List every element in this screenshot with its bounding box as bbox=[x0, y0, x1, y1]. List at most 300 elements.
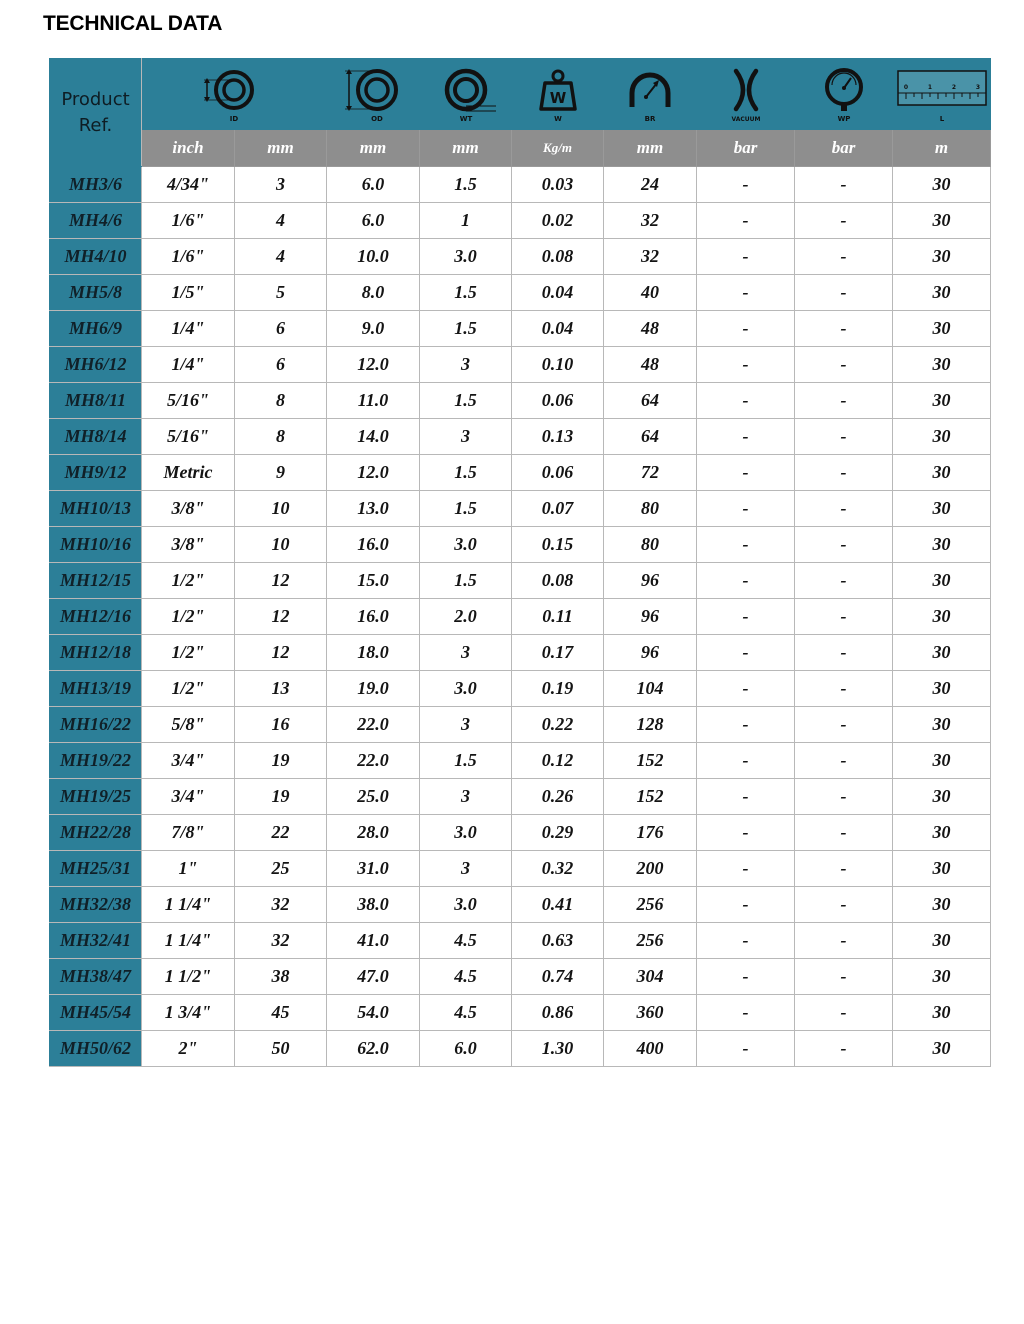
bend-radius-cell: 400 bbox=[604, 1031, 697, 1067]
wt-mm-cell: 2.0 bbox=[420, 599, 512, 635]
od-mm-cell: 12.0 bbox=[327, 455, 420, 491]
vacuum-cell: - bbox=[697, 239, 795, 275]
product-ref-cell: MH8/14 bbox=[50, 419, 142, 455]
weight-cell: 0.06 bbox=[512, 383, 604, 419]
id-mm-cell: 12 bbox=[235, 563, 327, 599]
unit-br-mm: mm bbox=[604, 130, 697, 167]
bend-radius-header bbox=[604, 59, 697, 130]
weight-cell: 0.29 bbox=[512, 815, 604, 851]
weight-cell: 0.86 bbox=[512, 995, 604, 1031]
working-pressure-cell: - bbox=[795, 563, 893, 599]
bend-radius-cell: 32 bbox=[604, 203, 697, 239]
product-ref-cell: MH25/31 bbox=[50, 851, 142, 887]
inner-diameter-icon bbox=[194, 63, 274, 125]
weight-header bbox=[512, 59, 604, 130]
vacuum-cell: - bbox=[697, 527, 795, 563]
table-row bbox=[50, 563, 991, 599]
vacuum-cell: - bbox=[697, 887, 795, 923]
length-cell: 30 bbox=[893, 275, 991, 311]
vacuum-cell: - bbox=[697, 455, 795, 491]
working-pressure-cell: - bbox=[795, 995, 893, 1031]
length-cell: 30 bbox=[893, 1031, 991, 1067]
od-mm-cell: 11.0 bbox=[327, 383, 420, 419]
unit-header-row bbox=[50, 130, 991, 167]
table-row bbox=[50, 815, 991, 851]
bend-radius-cell: 48 bbox=[604, 347, 697, 383]
bend-radius-cell: 152 bbox=[604, 743, 697, 779]
working-pressure-cell: - bbox=[795, 635, 893, 671]
bend-radius-cell: 72 bbox=[604, 455, 697, 491]
product-ref-cell: MH12/16 bbox=[50, 599, 142, 635]
product-ref-cell: MH50/62 bbox=[50, 1031, 142, 1067]
od-mm-cell: 62.0 bbox=[327, 1031, 420, 1067]
weight-cell: 0.74 bbox=[512, 959, 604, 995]
table-body bbox=[50, 167, 991, 1067]
vacuum-cell: - bbox=[697, 563, 795, 599]
table-row bbox=[50, 203, 991, 239]
vacuum-cell: - bbox=[697, 383, 795, 419]
weight-cell: 0.10 bbox=[512, 347, 604, 383]
vacuum-cell: - bbox=[697, 959, 795, 995]
wall-thickness-header bbox=[420, 59, 512, 130]
product-ref-cell: MH38/47 bbox=[50, 959, 142, 995]
bend-radius-cell: 96 bbox=[604, 599, 697, 635]
id-mm-cell: 4 bbox=[235, 203, 327, 239]
id-mm-cell: 6 bbox=[235, 347, 327, 383]
bend-radius-icon bbox=[610, 63, 690, 125]
wt-mm-cell: 3 bbox=[420, 635, 512, 671]
wt-mm-cell: 4.5 bbox=[420, 923, 512, 959]
inch-cell: 5/16" bbox=[142, 383, 235, 419]
table-row bbox=[50, 887, 991, 923]
vacuum-cell: - bbox=[697, 419, 795, 455]
table-row bbox=[50, 239, 991, 275]
table-row bbox=[50, 167, 991, 203]
bend-radius-cell: 256 bbox=[604, 887, 697, 923]
ruler-number-1: 1 bbox=[927, 84, 932, 91]
bend-radius-cell: 48 bbox=[604, 311, 697, 347]
inch-cell: 2" bbox=[142, 1031, 235, 1067]
id-mm-cell: 32 bbox=[235, 923, 327, 959]
inch-cell: 7/8" bbox=[142, 815, 235, 851]
od-mm-cell: 13.0 bbox=[327, 491, 420, 527]
od-mm-cell: 18.0 bbox=[327, 635, 420, 671]
wt-mm-cell: 3.0 bbox=[420, 527, 512, 563]
vacuum-cell: - bbox=[697, 275, 795, 311]
product-ref-cell: MH4/6 bbox=[50, 203, 142, 239]
od-mm-cell: 15.0 bbox=[327, 563, 420, 599]
id-mm-cell: 5 bbox=[235, 275, 327, 311]
working-pressure-cell: - bbox=[795, 959, 893, 995]
inch-cell: Metric bbox=[142, 455, 235, 491]
weight-cell: 0.04 bbox=[512, 311, 604, 347]
working-pressure-cell: - bbox=[795, 527, 893, 563]
unit-vacuum-bar: bar bbox=[697, 130, 795, 167]
id-mm-cell: 3 bbox=[235, 167, 327, 203]
wt-mm-cell: 6.0 bbox=[420, 1031, 512, 1067]
weight-cell: 0.04 bbox=[512, 275, 604, 311]
table-row bbox=[50, 491, 991, 527]
vacuum-cell: - bbox=[697, 635, 795, 671]
wt-mm-cell: 3 bbox=[420, 707, 512, 743]
working-pressure-cell: - bbox=[795, 1031, 893, 1067]
wt-icon-label: WT bbox=[459, 115, 472, 123]
wt-mm-cell: 1.5 bbox=[420, 743, 512, 779]
table-row bbox=[50, 959, 991, 995]
product-ref-cell: MH10/13 bbox=[50, 491, 142, 527]
bend-radius-cell: 176 bbox=[604, 815, 697, 851]
bend-radius-cell: 32 bbox=[604, 239, 697, 275]
od-mm-cell: 16.0 bbox=[327, 527, 420, 563]
working-pressure-cell: - bbox=[795, 383, 893, 419]
unit-weight-kg-m: Kg/m bbox=[512, 130, 604, 167]
bend-radius-cell: 24 bbox=[604, 167, 697, 203]
outer-diameter-header bbox=[327, 59, 420, 130]
table-row bbox=[50, 419, 991, 455]
od-mm-cell: 41.0 bbox=[327, 923, 420, 959]
working-pressure-cell: - bbox=[795, 311, 893, 347]
pressure-gauge-icon bbox=[804, 63, 884, 125]
table-row bbox=[50, 743, 991, 779]
od-mm-cell: 14.0 bbox=[327, 419, 420, 455]
wt-mm-cell: 3.0 bbox=[420, 887, 512, 923]
inch-cell: 5/8" bbox=[142, 707, 235, 743]
length-cell: 30 bbox=[893, 383, 991, 419]
bend-radius-cell: 96 bbox=[604, 563, 697, 599]
wt-mm-cell: 1.5 bbox=[420, 455, 512, 491]
wt-mm-cell: 3 bbox=[420, 851, 512, 887]
id-mm-cell: 22 bbox=[235, 815, 327, 851]
working-pressure-cell: - bbox=[795, 455, 893, 491]
product-ref-cell: MH13/19 bbox=[50, 671, 142, 707]
length-cell: 30 bbox=[893, 563, 991, 599]
id-mm-cell: 25 bbox=[235, 851, 327, 887]
vacuum-header bbox=[697, 59, 795, 130]
working-pressure-cell: - bbox=[795, 347, 893, 383]
weight-cell: 0.19 bbox=[512, 671, 604, 707]
vacuum-icon bbox=[706, 63, 786, 125]
unit-id-mm: mm bbox=[235, 130, 327, 167]
ruler-icon bbox=[894, 63, 990, 125]
product-ref-cell: MH16/22 bbox=[50, 707, 142, 743]
inch-cell: 5/16" bbox=[142, 419, 235, 455]
vacuum-cell: - bbox=[697, 743, 795, 779]
unit-length-m: m bbox=[893, 130, 991, 167]
weight-cell: 0.06 bbox=[512, 455, 604, 491]
weight-cell: 0.07 bbox=[512, 491, 604, 527]
technical-data-table bbox=[49, 58, 991, 1067]
length-cell: 30 bbox=[893, 239, 991, 275]
table-row bbox=[50, 779, 991, 815]
working-pressure-cell: - bbox=[795, 887, 893, 923]
id-mm-cell: 12 bbox=[235, 635, 327, 671]
working-pressure-cell: - bbox=[795, 743, 893, 779]
inch-cell: 1/6" bbox=[142, 203, 235, 239]
product-ref-cell: MH19/22 bbox=[50, 743, 142, 779]
length-cell: 30 bbox=[893, 815, 991, 851]
inch-cell: 1/2" bbox=[142, 671, 235, 707]
working-pressure-cell: - bbox=[795, 671, 893, 707]
inch-cell: 4/34" bbox=[142, 167, 235, 203]
weight-cell: 1.30 bbox=[512, 1031, 604, 1067]
unit-wt-mm: mm bbox=[420, 130, 512, 167]
ruler-number-3: 3 bbox=[975, 84, 980, 91]
vacuum-cell: - bbox=[697, 707, 795, 743]
l-icon-label: L bbox=[939, 115, 944, 123]
inch-cell: 1 1/4" bbox=[142, 923, 235, 959]
vacuum-cell: - bbox=[697, 923, 795, 959]
id-mm-cell: 13 bbox=[235, 671, 327, 707]
table-row bbox=[50, 1031, 991, 1067]
inch-cell: 1/4" bbox=[142, 311, 235, 347]
inch-cell: 3/8" bbox=[142, 491, 235, 527]
product-ref-cell: MH22/28 bbox=[50, 815, 142, 851]
wt-mm-cell: 1 bbox=[420, 203, 512, 239]
inch-cell: 1/4" bbox=[142, 347, 235, 383]
product-ref-cell: MH32/38 bbox=[50, 887, 142, 923]
id-mm-cell: 12 bbox=[235, 599, 327, 635]
vacuum-cell: - bbox=[697, 851, 795, 887]
id-mm-cell: 10 bbox=[235, 527, 327, 563]
length-cell: 30 bbox=[893, 959, 991, 995]
outer-diameter-icon bbox=[333, 63, 413, 125]
table-row bbox=[50, 671, 991, 707]
wt-mm-cell: 1.5 bbox=[420, 275, 512, 311]
wt-mm-cell: 1.5 bbox=[420, 563, 512, 599]
inch-cell: 1 1/2" bbox=[142, 959, 235, 995]
vacuum-cell: - bbox=[697, 203, 795, 239]
bend-radius-cell: 64 bbox=[604, 419, 697, 455]
vacuum-icon-label: VACUUM bbox=[731, 116, 760, 123]
inch-cell: 1/2" bbox=[142, 635, 235, 671]
wt-mm-cell: 1.5 bbox=[420, 383, 512, 419]
table-row bbox=[50, 923, 991, 959]
ruler-number-0: 0 bbox=[903, 84, 908, 91]
od-mm-cell: 9.0 bbox=[327, 311, 420, 347]
inch-cell: 1/5" bbox=[142, 275, 235, 311]
id-mm-cell: 8 bbox=[235, 383, 327, 419]
vacuum-cell: - bbox=[697, 311, 795, 347]
weight-cell: 0.26 bbox=[512, 779, 604, 815]
table-row bbox=[50, 383, 991, 419]
id-mm-cell: 6 bbox=[235, 311, 327, 347]
working-pressure-cell: - bbox=[795, 599, 893, 635]
wt-mm-cell: 3 bbox=[420, 779, 512, 815]
vacuum-cell: - bbox=[697, 167, 795, 203]
od-mm-cell: 10.0 bbox=[327, 239, 420, 275]
wt-mm-cell: 1.5 bbox=[420, 167, 512, 203]
product-ref-cell: MH45/54 bbox=[50, 995, 142, 1031]
weight-cell: 0.08 bbox=[512, 563, 604, 599]
bend-radius-cell: 96 bbox=[604, 635, 697, 671]
od-mm-cell: 28.0 bbox=[327, 815, 420, 851]
vacuum-cell: - bbox=[697, 1031, 795, 1067]
weight-cell: 0.13 bbox=[512, 419, 604, 455]
inch-cell: 3/8" bbox=[142, 527, 235, 563]
working-pressure-cell: - bbox=[795, 815, 893, 851]
table-row bbox=[50, 635, 991, 671]
length-cell: 30 bbox=[893, 419, 991, 455]
id-mm-cell: 10 bbox=[235, 491, 327, 527]
table-row bbox=[50, 851, 991, 887]
od-mm-cell: 38.0 bbox=[327, 887, 420, 923]
wt-mm-cell: 4.5 bbox=[420, 995, 512, 1031]
od-mm-cell: 12.0 bbox=[327, 347, 420, 383]
product-ref-cell: MH5/8 bbox=[50, 275, 142, 311]
table-row bbox=[50, 455, 991, 491]
product-ref-header bbox=[50, 59, 142, 167]
length-cell: 30 bbox=[893, 887, 991, 923]
id-mm-cell: 4 bbox=[235, 239, 327, 275]
id-mm-cell: 16 bbox=[235, 707, 327, 743]
vacuum-cell: - bbox=[697, 995, 795, 1031]
table-row bbox=[50, 707, 991, 743]
inch-cell: 1" bbox=[142, 851, 235, 887]
working-pressure-cell: - bbox=[795, 203, 893, 239]
bend-radius-cell: 80 bbox=[604, 491, 697, 527]
bend-radius-cell: 80 bbox=[604, 527, 697, 563]
length-cell: 30 bbox=[893, 707, 991, 743]
working-pressure-cell: - bbox=[795, 419, 893, 455]
working-pressure-cell: - bbox=[795, 707, 893, 743]
inch-cell: 3/4" bbox=[142, 743, 235, 779]
vacuum-cell: - bbox=[697, 671, 795, 707]
wt-mm-cell: 3.0 bbox=[420, 815, 512, 851]
length-cell: 30 bbox=[893, 635, 991, 671]
product-ref-cell: MH19/25 bbox=[50, 779, 142, 815]
length-cell: 30 bbox=[893, 527, 991, 563]
id-mm-cell: 45 bbox=[235, 995, 327, 1031]
vacuum-cell: - bbox=[697, 815, 795, 851]
od-mm-cell: 31.0 bbox=[327, 851, 420, 887]
weight-cell: 0.32 bbox=[512, 851, 604, 887]
id-mm-cell: 19 bbox=[235, 743, 327, 779]
bend-radius-cell: 200 bbox=[604, 851, 697, 887]
inch-cell: 1/6" bbox=[142, 239, 235, 275]
icon-header-row bbox=[50, 59, 991, 130]
weight-cell: 0.41 bbox=[512, 887, 604, 923]
table-row bbox=[50, 311, 991, 347]
product-ref-header-line1: Product bbox=[61, 88, 130, 110]
length-cell: 30 bbox=[893, 599, 991, 635]
length-cell: 30 bbox=[893, 851, 991, 887]
wall-thickness-icon bbox=[426, 63, 506, 125]
table-row bbox=[50, 995, 991, 1031]
od-mm-cell: 19.0 bbox=[327, 671, 420, 707]
vacuum-cell: - bbox=[697, 347, 795, 383]
weight-icon bbox=[518, 63, 598, 125]
wt-mm-cell: 1.5 bbox=[420, 491, 512, 527]
od-mm-cell: 22.0 bbox=[327, 707, 420, 743]
od-mm-cell: 8.0 bbox=[327, 275, 420, 311]
wt-mm-cell: 3 bbox=[420, 419, 512, 455]
product-ref-cell: MH8/11 bbox=[50, 383, 142, 419]
length-cell: 30 bbox=[893, 491, 991, 527]
vacuum-cell: - bbox=[697, 491, 795, 527]
length-cell: 30 bbox=[893, 167, 991, 203]
bend-radius-cell: 304 bbox=[604, 959, 697, 995]
inch-cell: 3/4" bbox=[142, 779, 235, 815]
weight-cell: 0.22 bbox=[512, 707, 604, 743]
unit-wp-bar: bar bbox=[795, 130, 893, 167]
bend-radius-cell: 40 bbox=[604, 275, 697, 311]
od-mm-cell: 54.0 bbox=[327, 995, 420, 1031]
bend-radius-cell: 152 bbox=[604, 779, 697, 815]
working-pressure-header bbox=[795, 59, 893, 130]
weight-cell: 0.02 bbox=[512, 203, 604, 239]
id-mm-cell: 8 bbox=[235, 419, 327, 455]
product-ref-cell: MH6/9 bbox=[50, 311, 142, 347]
bend-radius-cell: 360 bbox=[604, 995, 697, 1031]
ruler-number-2: 2 bbox=[951, 84, 956, 91]
weight-icon-letter: W bbox=[549, 89, 566, 107]
inch-cell: 1/2" bbox=[142, 599, 235, 635]
working-pressure-cell: - bbox=[795, 923, 893, 959]
wt-mm-cell: 4.5 bbox=[420, 959, 512, 995]
bend-radius-cell: 64 bbox=[604, 383, 697, 419]
bend-radius-cell: 256 bbox=[604, 923, 697, 959]
bend-radius-cell: 128 bbox=[604, 707, 697, 743]
inch-cell: 1 3/4" bbox=[142, 995, 235, 1031]
working-pressure-cell: - bbox=[795, 779, 893, 815]
length-cell: 30 bbox=[893, 671, 991, 707]
id-mm-cell: 32 bbox=[235, 887, 327, 923]
working-pressure-cell: - bbox=[795, 491, 893, 527]
product-ref-cell: MH3/6 bbox=[50, 167, 142, 203]
wt-mm-cell: 1.5 bbox=[420, 311, 512, 347]
inch-cell: 1 1/4" bbox=[142, 887, 235, 923]
length-cell: 30 bbox=[893, 203, 991, 239]
id-mm-cell: 19 bbox=[235, 779, 327, 815]
id-mm-cell: 50 bbox=[235, 1031, 327, 1067]
product-ref-cell: MH10/16 bbox=[50, 527, 142, 563]
product-ref-header-line2: Ref. bbox=[78, 114, 113, 136]
length-header bbox=[893, 59, 991, 130]
product-ref-cell: MH12/18 bbox=[50, 635, 142, 671]
table-row bbox=[50, 527, 991, 563]
length-cell: 30 bbox=[893, 995, 991, 1031]
wt-mm-cell: 3.0 bbox=[420, 239, 512, 275]
wt-mm-cell: 3 bbox=[420, 347, 512, 383]
page-title: TECHNICAL DATA bbox=[43, 12, 223, 35]
weight-cell: 0.15 bbox=[512, 527, 604, 563]
product-ref-cell: MH32/41 bbox=[50, 923, 142, 959]
od-mm-cell: 6.0 bbox=[327, 203, 420, 239]
inner-diameter-header bbox=[142, 59, 327, 130]
wt-mm-cell: 3.0 bbox=[420, 671, 512, 707]
vacuum-cell: - bbox=[697, 599, 795, 635]
br-icon-label: BR bbox=[644, 115, 656, 123]
od-mm-cell: 47.0 bbox=[327, 959, 420, 995]
table-row bbox=[50, 599, 991, 635]
working-pressure-cell: - bbox=[795, 275, 893, 311]
product-ref-cell: MH9/12 bbox=[50, 455, 142, 491]
working-pressure-cell: - bbox=[795, 851, 893, 887]
od-mm-cell: 6.0 bbox=[327, 167, 420, 203]
length-cell: 30 bbox=[893, 455, 991, 491]
product-ref-cell: MH12/15 bbox=[50, 563, 142, 599]
length-cell: 30 bbox=[893, 347, 991, 383]
product-ref-cell: MH6/12 bbox=[50, 347, 142, 383]
od-mm-cell: 25.0 bbox=[327, 779, 420, 815]
id-mm-cell: 9 bbox=[235, 455, 327, 491]
weight-cell: 0.12 bbox=[512, 743, 604, 779]
working-pressure-cell: - bbox=[795, 239, 893, 275]
od-icon-label: OD bbox=[371, 115, 383, 123]
length-cell: 30 bbox=[893, 311, 991, 347]
working-pressure-cell: - bbox=[795, 167, 893, 203]
wp-icon-label: WP bbox=[837, 115, 850, 123]
